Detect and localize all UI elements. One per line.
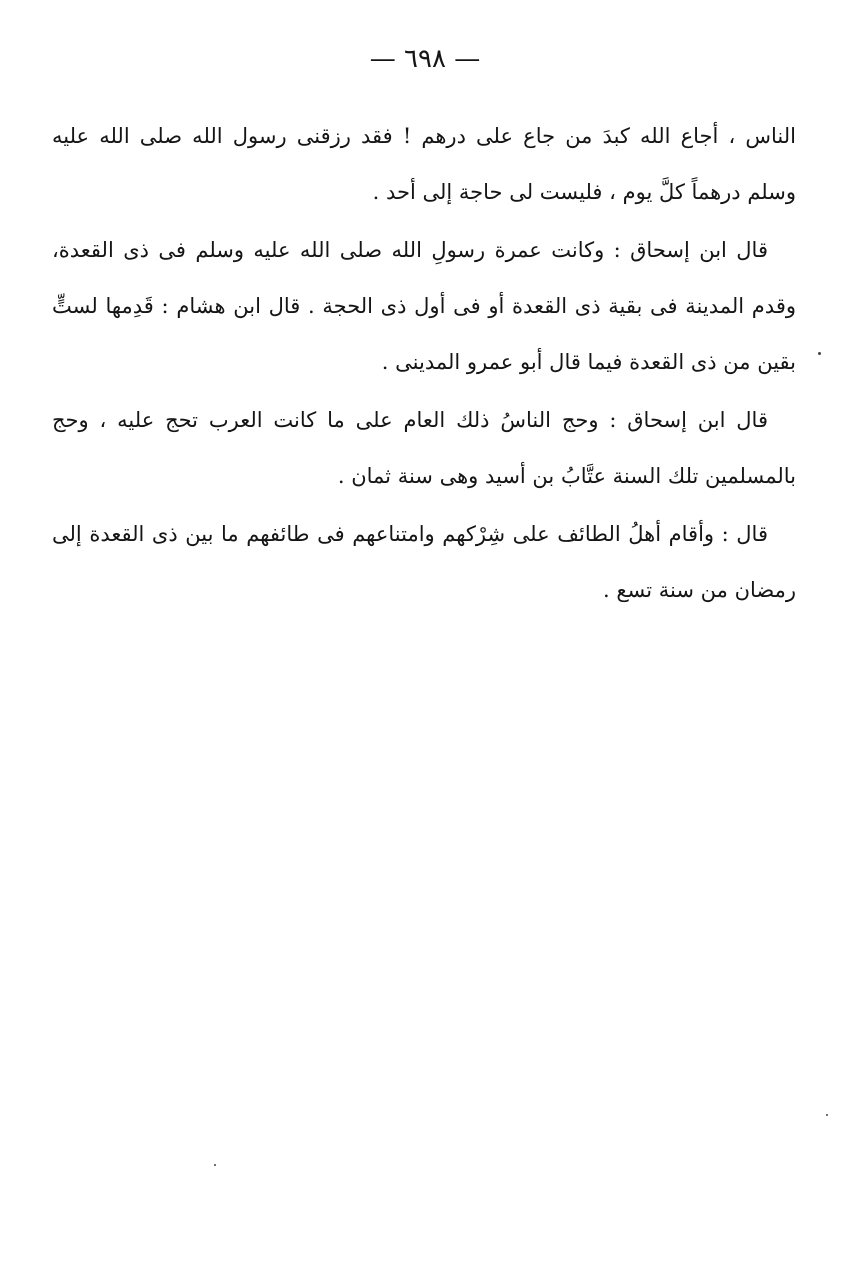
scan-speck <box>826 1114 828 1116</box>
paragraph-4: قال : وأقام أهلُ الطائف على شِرْكهم وامتناعهم فى طائفهم ما بين ذى القعدة إلى رمضان من سنة تسع . <box>52 522 796 602</box>
page-number: — ٦٩٨ — <box>369 44 481 74</box>
paragraph-2: قال ابن إسحاق : وكانت عمرة رسولِ الله صلى الله عليه وسلم فى ذى القعدة، وقدم المدينة فى بقية ذى القعدة أو فى أول ذى الحجة . قال ابن هشام : قَدِمها لستٍّ بقين من ذى القعدة فيما قال أبو عمرو المدينى . <box>52 238 796 374</box>
page-body <box>52 108 796 620</box>
paragraph-3: قال ابن إسحاق : وحج الناسُ ذلك العام على ما كانت العرب تحج عليه ، وحج بالمسلمين تلك السنة عتَّابُ بن أسيد وهى سنة ثمان . <box>52 408 796 488</box>
paragraph-1: الناس ، أجاع الله كبدَ من جاع على درهم ! فقد رزقنى رسول الله صلى الله عليه وسلم درهماً كلَّ يوم ، فليست لى حاجة إلى أحد . <box>52 124 796 204</box>
scan-speck <box>214 1164 216 1166</box>
scan-speck <box>818 352 821 355</box>
